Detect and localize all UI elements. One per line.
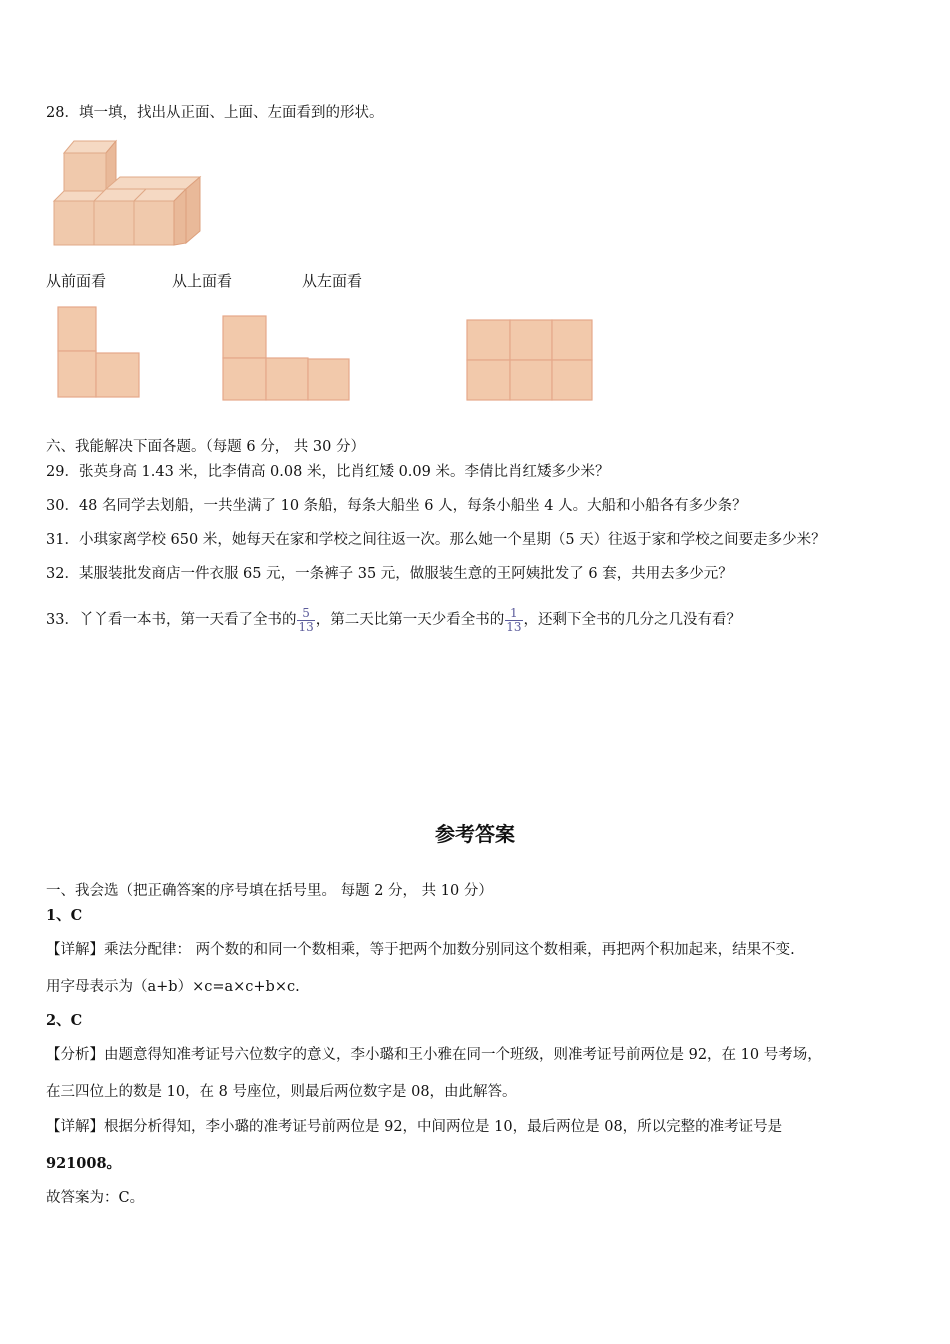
answer-2: 2、C [46,1012,83,1029]
answer-2-analysis-line1: 【分析】由题意得知准考证号六位数字的意义，李小璐和王小雅在同一个班级，则准考证号前两位是 92，在 10 号考场， [46,1047,822,1063]
answers-title: 参考答案 [435,822,515,846]
answer-1-detail: 【详解】乘法分配律： 两个数的和同一个数相乘，等于把两个加数分别同这个数相乘，再把两个积加起来，结果不变. [46,942,795,958]
fraction-denominator: 13 [506,619,522,634]
q30-text: 30．48 名同学去划船，一共坐满了 10 条船，每条大船坐 6 人，每条小船坐 4 人。大船和小船各有多少条？ [46,498,747,514]
cube-stack-image [50,135,205,247]
q33-part1: 33．丫丫看一本书，第一天看了全书的 [46,612,297,628]
q28-text: 28．填一填，找出从正面、上面、左面看到的形状。 [46,105,384,121]
left-view-shape [464,317,596,403]
q33-part3: ，还剩下全书的几分之几没有看？ [523,612,742,628]
fraction-numerator: 1 [505,607,522,621]
q33-part2: ，第二天比第一天少看全书的 [315,612,505,628]
top-view-shape [220,312,355,404]
fraction-1-13 [505,607,522,634]
q29-text: 29．张英身高 1.43 米，比李倩高 0.08 米，比肖红矮 0.09 米。李倩比肖红矮多少米？ [46,464,610,480]
answer-2-detail-line1: 【详解】根据分析得知，李小璐的准考证号前两位是 92，中间两位是 10，最后两位是 08，所以完整的准考证号是 [46,1119,783,1135]
fraction-numerator: 5 [297,607,314,621]
answer-2-analysis-line2: 在三四位上的数是 10，在 8 号座位，则最后两位数字是 08，由此解答。 [46,1084,517,1100]
answer-2-detail-line2: 921008。 [46,1155,122,1172]
left-view-label: 从左面看 [302,272,363,290]
answers-section1-heading: 一、我会选（把正确答案的序号填在括号里。 每题 2 分， 共 10 分） [46,883,493,899]
q31-text: 31．小琪家离学校 650 米，她每天在家和学校之间往返一次。那么她一个星期（5 天）往返于家和学校之间要走多少米？ [46,532,826,548]
answer-1: 1、C [46,907,83,924]
q33-text [46,606,741,634]
front-view-label: 从前面看 [46,272,107,290]
q32-text: 32．某服装批发商店一件衣服 65 元，一条裤子 35 元，做服装生意的王阿姨批发了 6 套，共用去多少元？ [46,566,733,582]
fraction-denominator: 13 [298,619,314,634]
answer-1-formula: 用字母表示为（a+b）×c=a×c+b×c. [46,979,300,995]
answer-2-conclusion: 故答案为：C。 [46,1190,145,1206]
top-view-label: 从上面看 [172,272,233,290]
section6-heading: 六、我能解决下面各题。（每题 6 分， 共 30 分） [46,439,365,455]
front-view-shape [55,305,145,400]
fraction-5-13 [297,607,314,634]
